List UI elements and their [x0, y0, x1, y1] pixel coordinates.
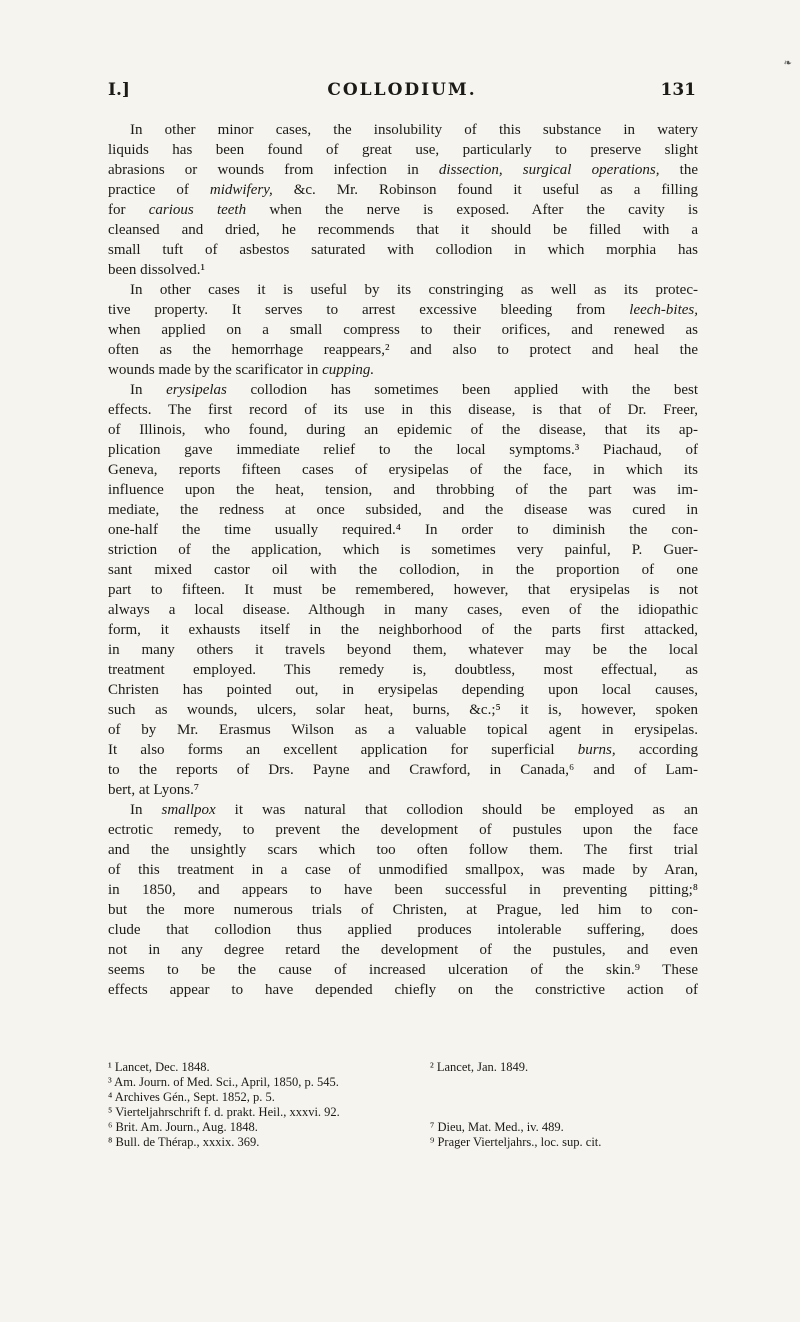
body-text: [108, 120, 698, 1000]
text-line: abrasions or wounds from infection in dissection, surgical operations, the: [108, 162, 698, 178]
text-line: but the more numerous trials of Christen, at Prague, led him to con-: [108, 902, 698, 918]
text-line: mediate, the redness at once subsided, and the disease was cured in: [108, 502, 698, 518]
text-line: effects. The first record of its use in this disease, is that of Dr. Freer,: [108, 402, 698, 418]
text-line: in many others it travels beyond them, whatever may be the local: [108, 642, 698, 658]
text-line: form, it exhausts itself in the neighborhood of the parts first attacked,: [108, 622, 698, 638]
text-line: of Illinois, who found, during an epidemic of the disease, that its ap-: [108, 422, 698, 438]
text-line: bert, at Lyons.⁷: [108, 782, 200, 798]
text-line: when applied on a small compress to their orifices, and renewed as: [108, 322, 698, 338]
text-line: Christen has pointed out, in erysipelas depending upon local causes,: [108, 682, 698, 698]
text-line: often as the hemorrhage reappears,² and also to protect and heal the: [108, 342, 698, 358]
text-line: In other cases it is useful by its constringing as well as its protec-: [130, 282, 698, 298]
text-line: been dissolved.¹: [108, 262, 205, 278]
footnote: ⁹ Prager Vierteljahrs., loc. sup. cit.: [430, 1135, 602, 1149]
section-marker: I.]: [108, 80, 130, 100]
text-line: such as wounds, ulcers, solar heat, burns, &c.;⁵ it is, however, spoken: [108, 702, 698, 718]
text-line: to the reports of Drs. Payne and Crawford, in Canada,⁶ and of Lam-: [108, 762, 698, 778]
text-line: practice of midwifery, &c. Mr. Robinson found it useful as a filling: [108, 182, 698, 198]
footnote: ² Lancet, Jan. 1849.: [430, 1060, 529, 1074]
footnote-row: [108, 1060, 698, 1075]
text-line: ectrotic remedy, to prevent the development of pustules upon the face: [108, 822, 698, 838]
text-line: not in any degree retard the development of the pustules, and even: [108, 942, 698, 958]
running-title: COLLODIUM.: [327, 80, 477, 100]
text-line: part to fifteen. It must be remembered, however, that erysipelas is not: [108, 582, 698, 598]
text-line: In smallpox it was natural that collodion should be employed as an: [130, 802, 698, 818]
text-line: tive property. It serves to arrest excessive bleeding from leech-bites,: [108, 302, 698, 318]
text-line: always a local disease. Although in many cases, even of the idiopathic: [108, 602, 698, 618]
footnote-row: [108, 1105, 698, 1120]
text-line: one-half the time usually required.⁴ In order to diminish the con-: [108, 522, 698, 538]
footnote: ⁴ Archives Gén., Sept. 1852, p. 5.: [108, 1090, 275, 1104]
footnote-row: [108, 1090, 698, 1105]
text-line: of this treatment in a case of unmodified smallpox, was made by Aran,: [108, 862, 698, 878]
footnote: ⁶ Brit. Am. Journ., Aug. 1848.: [108, 1120, 258, 1134]
text-line: cleansed and dried, he recommends that it should be filled with a: [108, 222, 698, 238]
text-line: of by Mr. Erasmus Wilson as a valuable topical agent in erysipelas.: [108, 722, 698, 738]
text-line: wounds made by the scarificator in cupping.: [108, 362, 375, 378]
text-line: small tuft of asbestos saturated with collodion in which morphia has: [108, 242, 698, 258]
page-number: 131: [660, 80, 696, 100]
footnote-row: [108, 1135, 698, 1150]
text-line: for carious teeth when the nerve is exposed. After the cavity is: [108, 202, 698, 218]
footnote: ¹ Lancet, Dec. 1848.: [108, 1060, 210, 1074]
text-line: In other minor cases, the insolubility of this substance in watery: [130, 122, 698, 138]
footnote-row: [108, 1120, 698, 1135]
text-line: in 1850, and appears to have been successful in preventing pitting;⁸: [108, 882, 698, 898]
text-line: sant mixed castor oil with the collodion, in the proportion of one: [108, 562, 698, 578]
text-line: effects appear to have depended chiefly on the constrictive action of: [108, 982, 698, 998]
text-line: plication gave immediate relief to the local symptoms.³ Piachaud, of: [108, 442, 698, 458]
footnote: ⁵ Vierteljahrschrift f. d. prakt. Heil., xxxvi. 92.: [108, 1105, 340, 1119]
text-line: Geneva, reports fifteen cases of erysipelas of the face, in which its: [108, 462, 698, 478]
footnote: ⁸ Bull. de Thérap., xxxix. 369.: [108, 1135, 260, 1149]
footnotes: [108, 1060, 698, 1150]
running-header: [108, 80, 696, 108]
text-line: treatment employed. This remedy is, doubtless, most effectual, as: [108, 662, 698, 678]
text-line: In erysipelas collodion has sometimes been applied with the best: [130, 382, 698, 398]
page-mark: ❧: [783, 58, 792, 69]
text-line: influence upon the heat, tension, and throbbing of the part was im-: [108, 482, 698, 498]
text-line: striction of the application, which is sometimes very painful, P. Guer-: [108, 542, 698, 558]
footnote: ³ Am. Journ. of Med. Sci., April, 1850, p. 545.: [108, 1075, 339, 1089]
text-line: It also forms an excellent application for superficial burns, according: [108, 742, 698, 758]
footnote: ⁷ Dieu, Mat. Med., iv. 489.: [430, 1120, 564, 1134]
text-line: seems to be the cause of increased ulceration of the skin.⁹ These: [108, 962, 698, 978]
footnote-row: [108, 1075, 698, 1090]
text-line: clude that collodion thus applied produces intolerable suffering, does: [108, 922, 698, 938]
text-line: and the unsightly scars which too often follow them. The first trial: [108, 842, 698, 858]
text-line: liquids has been found of great use, particularly to preserve slight: [108, 142, 698, 158]
